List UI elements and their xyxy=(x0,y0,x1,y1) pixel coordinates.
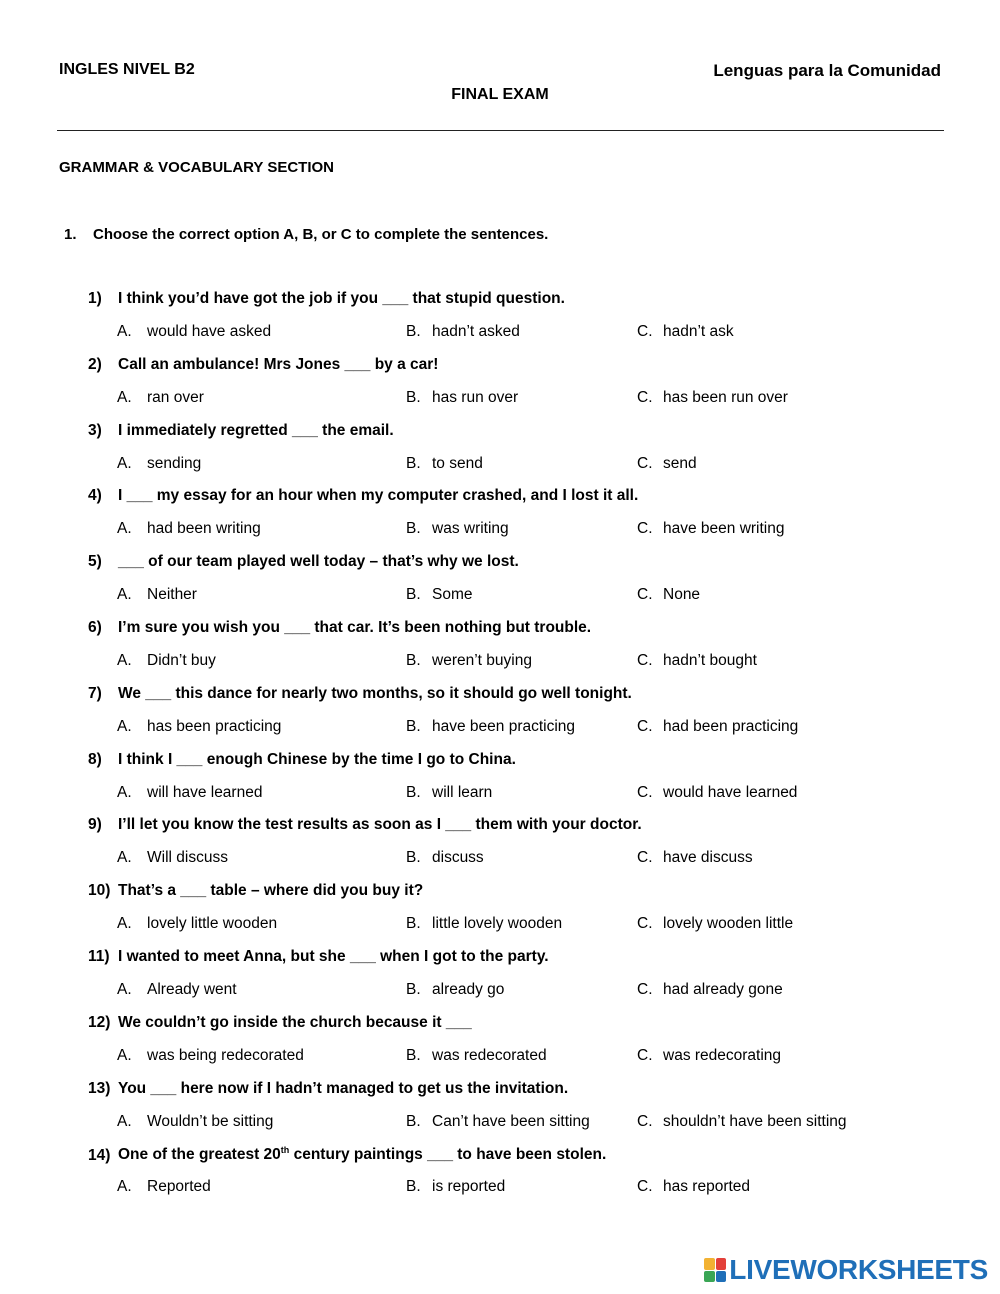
question-stem xyxy=(88,1080,568,1098)
option-text: was writing xyxy=(432,520,509,538)
option-text: Neither xyxy=(147,586,197,604)
option-letter: C. xyxy=(637,586,653,604)
question-item xyxy=(0,422,1000,488)
option-letter: C. xyxy=(637,849,653,867)
answer-option-b[interactable] xyxy=(406,455,483,473)
question-number: 4) xyxy=(88,487,102,505)
question-text-superscript: th xyxy=(280,1145,290,1156)
answer-option-a[interactable] xyxy=(117,1178,211,1196)
option-letter: A. xyxy=(117,783,132,801)
question-stem xyxy=(88,356,438,374)
option-text: hadn’t asked xyxy=(432,323,520,340)
option-letter: C. xyxy=(637,980,653,998)
question-number: 6) xyxy=(88,618,102,636)
option-text: has been practicing xyxy=(147,717,282,735)
answer-option-c[interactable] xyxy=(637,849,753,867)
option-letter: A. xyxy=(117,849,132,867)
question-number: 13) xyxy=(88,1079,111,1097)
answer-option-b[interactable] xyxy=(406,915,562,933)
option-text: lovely wooden little xyxy=(663,915,794,933)
question-text: Call an ambulance! Mrs Jones ___ by a car! xyxy=(118,355,439,373)
option-text: was being redecorated xyxy=(147,1046,304,1064)
option-letter: C. xyxy=(637,1112,653,1130)
question-item xyxy=(0,948,1000,1014)
question-item xyxy=(0,751,1000,817)
logo-mark-tile xyxy=(704,1258,715,1270)
option-letter: B. xyxy=(406,1178,421,1196)
option-letter: B. xyxy=(406,717,421,735)
answer-option-c[interactable] xyxy=(637,915,793,933)
answer-option-c[interactable] xyxy=(637,455,697,473)
option-letter: C. xyxy=(637,651,653,669)
question-stem xyxy=(88,1145,606,1164)
option-letter: C. xyxy=(637,1046,653,1064)
option-letter: A. xyxy=(117,717,132,735)
question-stem xyxy=(88,290,565,308)
option-letter: A. xyxy=(117,388,132,406)
logo-text: LIVEWORKSHEETS xyxy=(729,1254,988,1285)
option-letter: A. xyxy=(117,1112,132,1130)
answer-option-a[interactable] xyxy=(117,849,228,867)
answer-option-a[interactable] xyxy=(117,586,197,604)
option-text: Can’t have been sitting xyxy=(432,1112,590,1130)
option-text: will have learned xyxy=(147,783,263,801)
option-text: had been practicing xyxy=(663,717,799,735)
answer-option-b[interactable] xyxy=(406,652,532,670)
question-number: 7) xyxy=(88,684,102,702)
header-divider xyxy=(57,130,944,131)
question-number: 14) xyxy=(88,1146,111,1164)
option-text: is reported xyxy=(432,1178,506,1196)
logo-mark-tile xyxy=(704,1271,715,1283)
option-text: was redecorating xyxy=(663,1046,782,1064)
option-text: Already went xyxy=(147,980,237,998)
option-letter: A. xyxy=(117,980,132,998)
option-text: weren’t buying xyxy=(432,651,532,669)
option-text: would have asked xyxy=(147,323,272,340)
answer-option-b[interactable] xyxy=(406,1047,547,1065)
option-letter: B. xyxy=(406,520,421,538)
question-item xyxy=(0,1014,1000,1080)
option-letter: A. xyxy=(117,1178,132,1196)
option-text: have discuss xyxy=(663,849,753,867)
answer-option-a[interactable] xyxy=(117,323,271,341)
option-text: hadn’t bought xyxy=(663,651,757,669)
question-number: 3) xyxy=(88,421,102,439)
header-right: Lenguas para la Comunidad xyxy=(713,61,941,80)
answer-option-b[interactable] xyxy=(406,784,492,802)
question-list xyxy=(0,290,1000,1211)
question-item xyxy=(0,356,1000,422)
option-text: shouldn’t have been sitting xyxy=(663,1112,847,1130)
answer-option-a[interactable] xyxy=(117,981,237,999)
answer-option-a[interactable] xyxy=(117,1113,273,1131)
question-number: 5) xyxy=(88,553,102,571)
question-item xyxy=(0,619,1000,685)
header-left: INGLES NIVEL B2 xyxy=(59,61,195,78)
answer-option-c[interactable] xyxy=(637,323,734,341)
question-text: I immediately regretted ___ the email. xyxy=(118,421,394,439)
answer-option-a[interactable] xyxy=(117,389,204,407)
option-letter: B. xyxy=(406,1046,421,1064)
answer-option-c[interactable] xyxy=(637,1178,750,1196)
option-letter: C. xyxy=(637,454,653,472)
question-item xyxy=(0,685,1000,751)
option-letter: A. xyxy=(117,915,132,933)
answer-option-a[interactable] xyxy=(117,520,261,538)
answer-option-b[interactable] xyxy=(406,586,473,604)
question-number: 12) xyxy=(88,1013,111,1031)
question-text: I’m sure you wish you ___ that car. It’s been nothing but trouble. xyxy=(118,618,592,636)
liveworksheets-logo xyxy=(704,1254,988,1286)
option-text: None xyxy=(663,586,701,604)
question-text: ___ of our team played well today – that’s why we lost. xyxy=(118,553,519,571)
option-letter: A. xyxy=(117,1046,132,1064)
question-item xyxy=(0,487,1000,553)
question-item xyxy=(0,553,1000,619)
option-letter: B. xyxy=(406,323,421,340)
answer-option-c[interactable] xyxy=(637,1113,847,1131)
option-text: hadn’t ask xyxy=(663,323,734,340)
answer-option-c[interactable] xyxy=(637,652,757,670)
question-number: 11) xyxy=(88,947,110,965)
option-text: have been writing xyxy=(663,520,785,538)
question-number: 2) xyxy=(88,355,102,373)
question-text: I’ll let you know the test results as soon as I ___ them with your doctor. xyxy=(118,816,642,834)
question-stem xyxy=(88,1014,472,1032)
answer-option-a[interactable] xyxy=(117,652,216,670)
option-letter: B. xyxy=(406,915,421,933)
option-text: already go xyxy=(432,980,505,998)
question-text: You ___ here now if I hadn’t managed to get us the invitation. xyxy=(118,1079,569,1097)
question-number: 8) xyxy=(88,750,102,768)
question-text: century paintings ___ to have been stolen. xyxy=(289,1146,607,1164)
option-text: had already gone xyxy=(663,980,783,998)
option-text: Some xyxy=(432,586,473,604)
option-text: was redecorated xyxy=(432,1046,547,1064)
answer-option-b[interactable] xyxy=(406,389,518,407)
option-text: Reported xyxy=(147,1178,211,1196)
answer-option-b[interactable] xyxy=(406,520,509,538)
option-text: to send xyxy=(432,454,483,472)
question-text: One of the greatest 20 xyxy=(118,1146,281,1164)
option-letter: A. xyxy=(117,520,132,538)
option-text: has run over xyxy=(432,388,519,406)
option-letter: C. xyxy=(637,388,653,406)
answer-option-a[interactable] xyxy=(117,915,277,933)
question-item xyxy=(0,882,1000,948)
question-stem xyxy=(88,487,638,505)
question-number: 1) xyxy=(88,290,102,307)
answer-option-a[interactable] xyxy=(117,455,201,473)
question-stem xyxy=(88,685,632,703)
option-letter: A. xyxy=(117,586,132,604)
option-letter: B. xyxy=(406,388,421,406)
answer-option-a[interactable] xyxy=(117,1047,304,1065)
option-letter: A. xyxy=(117,323,132,340)
option-letter: C. xyxy=(637,783,653,801)
question-text: I ___ my essay for an hour when my computer crashed, and I lost it all. xyxy=(118,487,639,505)
option-letter: B. xyxy=(406,454,421,472)
question-text: We couldn’t go inside the church because it ___ xyxy=(118,1013,472,1031)
answer-option-c[interactable] xyxy=(637,1047,781,1065)
option-text: will learn xyxy=(432,783,493,801)
answer-option-a[interactable] xyxy=(117,784,262,802)
option-letter: A. xyxy=(117,651,132,669)
answer-option-b[interactable] xyxy=(406,1113,590,1131)
question-text: I think I ___ enough Chinese by the time I go to China. xyxy=(118,750,516,768)
answer-option-c[interactable] xyxy=(637,784,797,802)
question-stem xyxy=(88,948,549,966)
option-letter: C. xyxy=(637,717,653,735)
option-text: discuss xyxy=(432,849,484,867)
question-item xyxy=(0,1145,1000,1211)
option-letter: B. xyxy=(406,1112,421,1130)
option-text: send xyxy=(663,454,697,472)
logo-mark-tile xyxy=(716,1271,727,1283)
option-text: had been writing xyxy=(147,520,261,538)
logo-mark-tile xyxy=(716,1258,727,1270)
option-letter: C. xyxy=(637,915,653,933)
option-letter: C. xyxy=(637,1178,653,1196)
answer-option-c[interactable] xyxy=(637,586,700,604)
question-item xyxy=(0,290,1000,356)
option-letter: C. xyxy=(637,323,653,340)
option-text: has been run over xyxy=(663,388,788,406)
option-text: lovely little wooden xyxy=(147,915,278,933)
option-letter: C. xyxy=(637,520,653,538)
question-number: 9) xyxy=(88,816,102,834)
option-text: Wouldn’t be sitting xyxy=(147,1112,274,1130)
answer-option-c[interactable] xyxy=(637,520,785,538)
option-text: have been practicing xyxy=(432,717,576,735)
question-stem xyxy=(88,882,423,900)
option-text: has reported xyxy=(663,1178,751,1196)
exam-title: FINAL EXAM xyxy=(451,86,549,103)
answer-option-b[interactable] xyxy=(406,323,520,341)
option-text: ran over xyxy=(147,388,204,406)
question-stem xyxy=(88,422,394,440)
question-text: We ___ this dance for nearly two months, so it should go well tonight. xyxy=(118,684,632,702)
question-stem xyxy=(88,553,519,571)
option-letter: B. xyxy=(406,849,421,867)
question-stem xyxy=(88,816,642,834)
option-letter: B. xyxy=(406,783,421,801)
option-text: would have learned xyxy=(663,783,798,801)
answer-option-c[interactable] xyxy=(637,718,798,736)
instruction xyxy=(64,226,548,243)
question-item xyxy=(0,1080,1000,1146)
instruction-text: Choose the correct option A, B, or C to complete the sentences. xyxy=(93,226,549,243)
option-letter: A. xyxy=(117,454,132,472)
answer-option-b[interactable] xyxy=(406,718,575,736)
question-text: I wanted to meet Anna, but she ___ when I got to the party. xyxy=(118,947,549,965)
answer-option-a[interactable] xyxy=(117,718,281,736)
answer-option-c[interactable] xyxy=(637,981,783,999)
question-number: 10) xyxy=(88,882,111,900)
answer-option-b[interactable] xyxy=(406,1178,505,1196)
option-letter: B. xyxy=(406,586,421,604)
answer-option-c[interactable] xyxy=(637,389,788,407)
question-text: I think you’d have got the job if you ___ that stupid question. xyxy=(118,290,565,307)
option-text: Will discuss xyxy=(147,849,228,867)
question-stem xyxy=(88,751,516,769)
option-letter: B. xyxy=(406,651,421,669)
instruction-number: 1. xyxy=(64,226,77,243)
option-text: little lovely wooden xyxy=(432,915,563,933)
option-text: Didn’t buy xyxy=(147,651,216,669)
option-letter: B. xyxy=(406,980,421,998)
question-stem xyxy=(88,619,591,637)
option-text: sending xyxy=(147,454,202,472)
question-item xyxy=(0,816,1000,882)
section-title: GRAMMAR & VOCABULARY SECTION xyxy=(59,159,335,176)
answer-option-b[interactable] xyxy=(406,849,484,867)
question-text: That’s a ___ table – where did you buy it? xyxy=(118,882,424,900)
logo-mark-icon xyxy=(704,1258,726,1282)
answer-option-b[interactable] xyxy=(406,981,504,999)
